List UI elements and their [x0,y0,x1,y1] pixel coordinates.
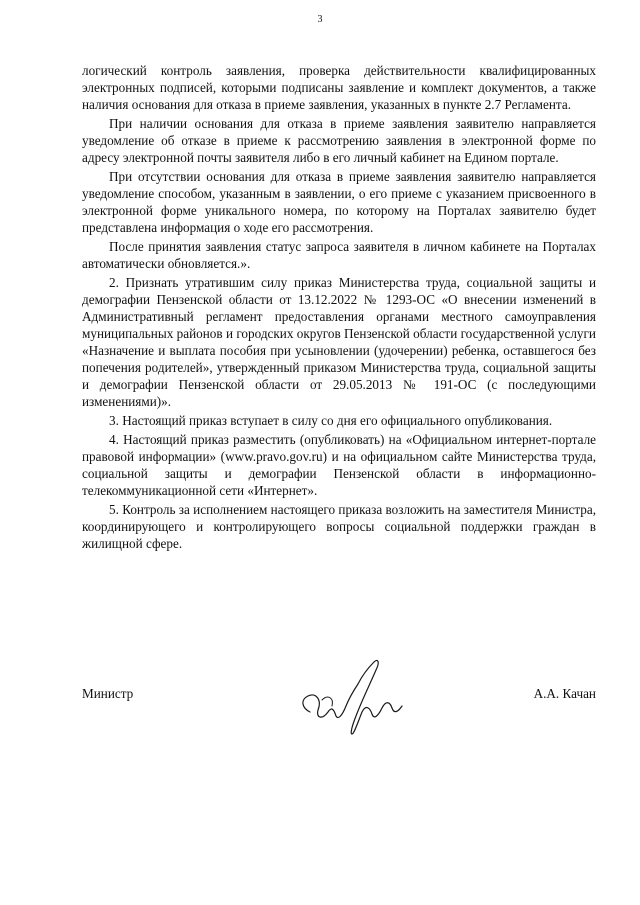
paragraph-item-4: 4. Настоящий приказ разместить (опубликовать) на «Официальном интернет-портале правовой информации» (www.pravo.gov.ru) и на официальном сайте Министерства труда, социальной защиты и демографии Пензенской области в информационно-телекоммуникационной сети «Интернет». [82,432,596,498]
paragraph-status-update: После принятия заявления статус запроса заявителя в личном кабинете на Порталах автоматически обновляется.». [82,239,596,271]
paragraph-item-2: 2. Признать утратившим силу приказ Министерства труда, социальной защиты и демографии Пензенской области от 13.12.2022 № 1293-ОС «О внесении изменений в Административный регламент предоставления органами местного самоуправления муниципальных районов и городских округов Пензенской области государственной услуги «Назначение и выплата пособия при усыновлении (удочерении) ребенка, оставшегося без попечения родителей», утвержденный приказом Министерства труда, социальной защиты и демографии Пензенской области от 29.05.2013 № 191-ОС (с последующими изменениями)». [82,275,596,409]
document-body [82,62,596,554]
paragraph-continuation: логический контроль заявления, проверка действительности квалифицированных электронных подписей, которыми подписаны заявление и комплект документов, а также наличия основания для отказа в приеме заявления, указанных в пункте 2.7 Регламента. [82,63,596,112]
paragraph-refusal-notice: При наличии основания для отказа в приеме заявления заявителю направляется уведомление об отказе в приеме к рассмотрению заявления в электронной форме по адресу электронной почты заявителя либо в его личный кабинет на Едином портале. [82,116,596,165]
handwritten-signature-icon [292,650,412,740]
paragraph-acceptance-notice: При отсутствии основания для отказа в приеме заявления заявителю направляется уведомление способом, указанным в заявлении, о его приеме с указанием присвоенного в электронной форме уникального номера, по которому на Порталах заявителю будет представлена информация о ходе его рассмотрения. [82,169,596,235]
paragraph-item-3: 3. Настоящий приказ вступает в силу со дня его официального опубликования. [109,413,553,428]
signatory-title: Министр [82,686,134,701]
signatory-name: А.А. Качан [533,686,596,701]
page-number: 3 [317,14,323,25]
paragraph-item-5: 5. Контроль за исполнением настоящего приказа возложить на заместителя Министра, координирующего и контролирующего вопросы социальной поддержки граждан в жилищной сфере. [82,502,597,551]
